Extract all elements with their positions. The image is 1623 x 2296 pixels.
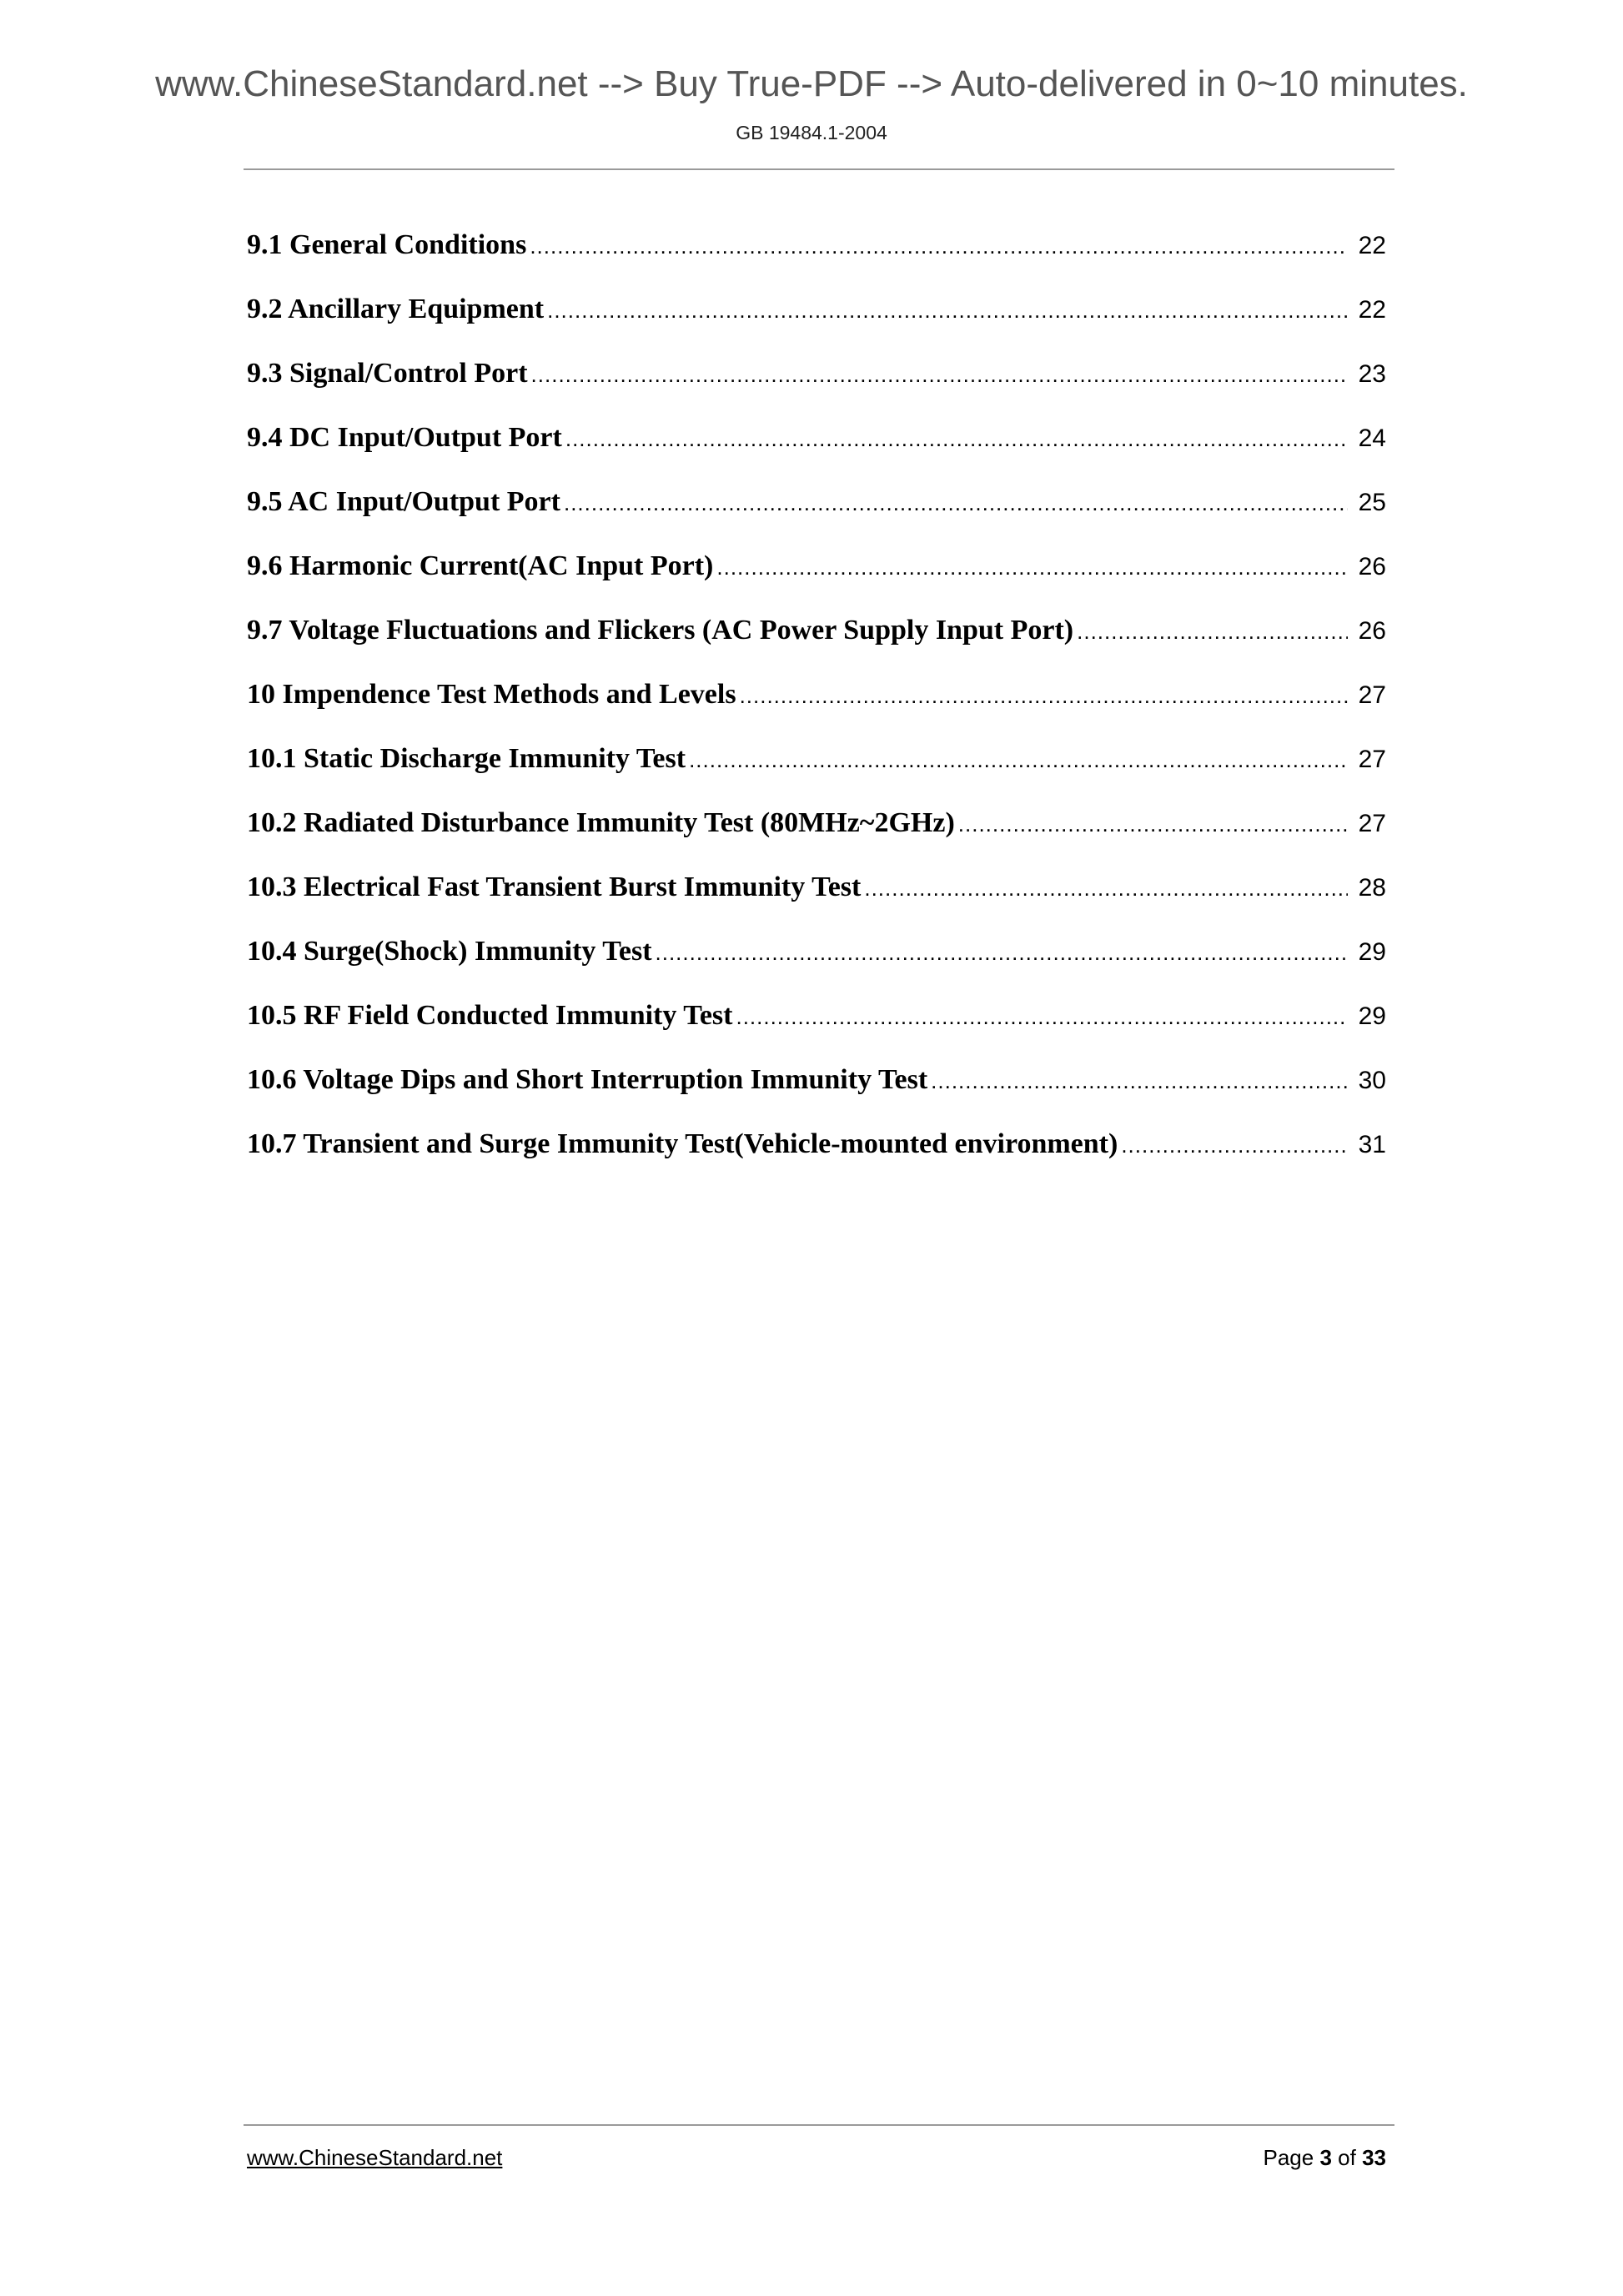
toc-dot-leader: [864, 876, 1348, 902]
toc-entry-page: 27: [1358, 810, 1386, 837]
page-indicator: [1263, 2145, 1386, 2171]
toc-entry-title: 10.4 Surge(Shock) Immunity Test: [247, 936, 652, 967]
toc-dot-leader: [736, 1004, 1348, 1030]
toc-entry-title: 10.1 Static Discharge Immunity Test: [247, 743, 686, 774]
toc-entry[interactable]: [247, 550, 1386, 615]
toc-dot-leader: [958, 811, 1348, 837]
toc-entry-page: 27: [1358, 746, 1386, 773]
toc-entry-title: 9.6 Harmonic Current(AC Input Port): [247, 550, 714, 581]
toc-entry-page: 22: [1358, 232, 1386, 259]
toc-dot-leader: [689, 747, 1348, 773]
toc-dot-leader: [531, 362, 1348, 388]
toc-entry-title: 10.5 RF Field Conducted Immunity Test: [247, 1000, 733, 1031]
toc-entry[interactable]: [247, 422, 1386, 486]
toc-entry-page: 27: [1358, 681, 1386, 709]
toc-entry[interactable]: [247, 872, 1386, 936]
toc-entry[interactable]: [247, 807, 1386, 872]
document-code: GB 19484.1-2004: [736, 122, 887, 143]
toc-dot-leader: [931, 1068, 1348, 1094]
promo-banner: [0, 63, 1623, 105]
toc-entry-page: 28: [1358, 874, 1386, 902]
toc-dot-leader: [547, 298, 1348, 324]
toc-entry[interactable]: [247, 358, 1386, 422]
toc-dot-leader: [1121, 1133, 1348, 1158]
toc-entry-page: 29: [1358, 938, 1386, 966]
toc-entry-page: 29: [1358, 1002, 1386, 1030]
toc-entry-page: 26: [1358, 553, 1386, 580]
toc-entry-page: 24: [1358, 425, 1386, 452]
page-of-label: of: [1338, 2145, 1356, 2170]
toc-entry-page: 30: [1358, 1067, 1386, 1094]
toc-entry-page: 23: [1358, 360, 1386, 388]
toc-entry[interactable]: [247, 936, 1386, 1000]
toc-entry-title: 10 Impendence Test Methods and Levels: [247, 679, 736, 710]
toc-entry[interactable]: [247, 294, 1386, 358]
toc-entry[interactable]: [247, 1128, 1386, 1193]
toc-dot-leader: [1077, 619, 1348, 645]
toc-entry-page: 22: [1358, 296, 1386, 324]
header-divider: [244, 168, 1394, 170]
toc-entry[interactable]: [247, 615, 1386, 679]
page-total: 33: [1362, 2145, 1386, 2170]
toc-entry-title: 9.5 AC Input/Output Port: [247, 486, 560, 517]
toc-entry[interactable]: [247, 1000, 1386, 1064]
toc-entry-title: 9.3 Signal/Control Port: [247, 358, 528, 389]
toc-entry-title: 10.2 Radiated Disturbance Immunity Test (80MHz~2GHz): [247, 807, 955, 838]
toc-entry-title: 10.3 Electrical Fast Transient Burst Immunity Test: [247, 872, 862, 902]
toc-entry[interactable]: [247, 229, 1386, 294]
toc-entry-page: 31: [1358, 1131, 1386, 1158]
toc-entry[interactable]: [247, 486, 1386, 550]
toc-entry-title: 9.4 DC Input/Output Port: [247, 422, 562, 453]
toc-entry-title: 9.7 Voltage Fluctuations and Flickers (AC Power Supply Input Port): [247, 615, 1074, 646]
footer-divider: [244, 2124, 1394, 2126]
toc-entry-title: 9.1 General Conditions: [247, 229, 527, 260]
page-label: Page: [1263, 2145, 1314, 2170]
promo-banner-link[interactable]: www.ChineseStandard.net --> Buy True-PDF --> Auto-delivered in 0~10 minutes.: [155, 63, 1468, 104]
toc-entry[interactable]: [247, 1064, 1386, 1128]
toc-entry-page: 25: [1358, 489, 1386, 516]
table-of-contents: [247, 229, 1386, 1193]
footer-site-link[interactable]: www.ChineseStandard.net: [247, 2145, 503, 2170]
toc-entry-title: 10.6 Voltage Dips and Short Interruption Immunity Test: [247, 1064, 928, 1095]
toc-dot-leader: [740, 683, 1348, 709]
toc-entry[interactable]: [247, 679, 1386, 743]
toc-dot-leader: [530, 234, 1348, 259]
toc-dot-leader: [656, 940, 1348, 966]
page-current: 3: [1319, 2145, 1332, 2170]
toc-entry-title: 10.7 Transient and Surge Immunity Test(Vehicle-mounted environment): [247, 1128, 1118, 1159]
toc-entry[interactable]: [247, 743, 1386, 807]
toc-dot-leader: [564, 490, 1348, 516]
toc-entry-page: 26: [1358, 617, 1386, 645]
toc-dot-leader: [716, 555, 1348, 580]
toc-entry-title: 9.2 Ancillary Equipment: [247, 294, 545, 324]
toc-dot-leader: [565, 426, 1348, 452]
